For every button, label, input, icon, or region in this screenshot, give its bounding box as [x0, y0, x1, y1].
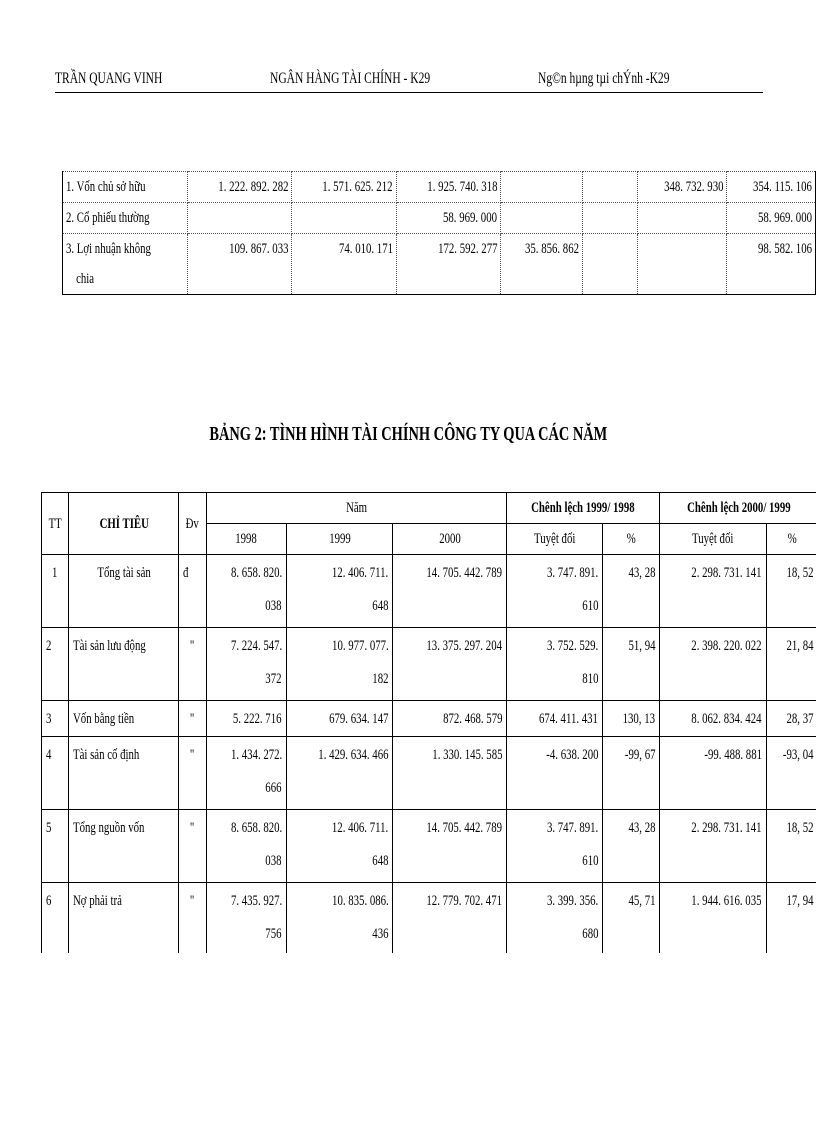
header-row — [42, 493, 816, 524]
table-row — [42, 628, 816, 701]
col-1999: 1999 — [286, 524, 393, 555]
col-chitieu: CHỈ TIÊU — [69, 493, 179, 555]
cell — [292, 203, 397, 234]
col-dv: Đv — [179, 493, 206, 555]
cell — [637, 203, 727, 234]
table-row — [42, 701, 816, 737]
table2-title: BẢNG 2: TÌNH HÌNH TÀI CHÍNH CÔNG TY QUA CÁC NĂM — [209, 423, 607, 445]
cell-1999: 12. 406. 711. 648 — [286, 810, 393, 883]
cell-p1: 43, 28 — [603, 555, 660, 628]
cell-name: Tổng nguồn vốn — [69, 810, 179, 883]
cell-1998: 7. 435. 927. 756 — [206, 883, 286, 954]
cell-td2: 2. 298. 731. 141 — [660, 555, 767, 628]
cell: 348. 732. 930 — [637, 172, 727, 203]
table-row — [42, 883, 816, 954]
cell-dv: " — [179, 810, 206, 883]
row-label: 1. Vốn chủ sở hữu — [63, 172, 188, 203]
cell-td2: 2. 298. 731. 141 — [660, 810, 767, 883]
cell — [583, 234, 637, 295]
cell: 1. 571. 625. 212 — [292, 172, 397, 203]
cell-p2: 18, 52 — [766, 555, 816, 628]
cell: 35. 856. 862 — [501, 234, 583, 295]
cell-tt: 3 — [42, 701, 69, 737]
cell: 98. 582. 106 — [727, 234, 816, 295]
cell — [187, 203, 292, 234]
table-row — [63, 172, 816, 203]
cell-2000: 1. 330. 145. 585 — [393, 737, 507, 810]
cell-td1: 3. 747. 891. 610 — [507, 555, 603, 628]
cell-p2: 21, 84 — [766, 628, 816, 701]
cell-td1: -4. 638. 200 — [507, 737, 603, 810]
cell-tt: 2 — [42, 628, 69, 701]
cell-td2: 1. 944. 616. 035 — [660, 883, 767, 954]
col-tt: TT — [42, 493, 69, 555]
financial-table — [41, 492, 816, 953]
cell-p2: -93, 04 — [766, 737, 816, 810]
cell-tt: 1 — [42, 555, 69, 628]
cell-td2: 8. 062. 834. 424 — [660, 701, 767, 737]
cell: 58. 969. 000 — [396, 203, 501, 234]
header-course-garbled: Ng©n hµng tµi chÝnh -K29 — [538, 70, 670, 87]
cell: 109. 867. 033 — [187, 234, 292, 295]
equity-table — [62, 171, 816, 295]
cell-name: Nợ phải trả — [69, 883, 179, 954]
row-label: 3. Lợi nhuận không chia — [63, 234, 188, 295]
header-author: TRẦN QUANG VINH — [55, 70, 163, 87]
cell-p2: 18, 52 — [766, 810, 816, 883]
cell: 354. 115. 106 — [727, 172, 816, 203]
cell-1998: 8. 658. 820. 038 — [206, 810, 286, 883]
row-label: 2. Cổ phiếu thường — [63, 203, 188, 234]
cell: 1. 222. 892. 282 — [187, 172, 292, 203]
cell-1999: 12. 406. 711. 648 — [286, 555, 393, 628]
cell-dv: " — [179, 628, 206, 701]
cell-td1: 3. 752. 529. 810 — [507, 628, 603, 701]
cell-dv: " — [179, 737, 206, 810]
col-cl2: Chênh lệch 2000/ 1999 — [660, 493, 816, 524]
header-course: NGÂN HÀNG TÀI CHÍNH - K29 — [270, 70, 431, 87]
cell-name: Tài sản cố định — [69, 737, 179, 810]
cell-p1: 45, 71 — [603, 883, 660, 954]
cell-1999: 679. 634. 147 — [286, 701, 393, 737]
cell: 74. 010. 171 — [292, 234, 397, 295]
cell-1998: 8. 658. 820. 038 — [206, 555, 286, 628]
cell-p1: -99, 67 — [603, 737, 660, 810]
cell-2000: 13. 375. 297. 204 — [393, 628, 507, 701]
cell — [501, 172, 583, 203]
col-tuyetdoi-1: Tuyệt đối — [507, 524, 603, 555]
cell-p1: 130, 13 — [603, 701, 660, 737]
cell-name: Tổng tài sản — [69, 555, 179, 628]
cell-1998: 5. 222. 716 — [206, 701, 286, 737]
cell-name: Tài sản lưu động — [69, 628, 179, 701]
cell-1999: 10. 835. 086. 436 — [286, 883, 393, 954]
cell-1999: 1. 429. 634. 466 — [286, 737, 393, 810]
cell — [583, 172, 637, 203]
cell-2000: 14. 705. 442. 789 — [393, 810, 507, 883]
cell-td2: 2. 398. 220. 022 — [660, 628, 767, 701]
cell: 58. 969. 000 — [727, 203, 816, 234]
col-cl1: Chênh lệch 1999/ 1998 — [507, 493, 660, 524]
table-row — [63, 234, 816, 295]
col-pct-2: % — [766, 524, 816, 555]
col-pct-1: % — [603, 524, 660, 555]
cell-tt: 5 — [42, 810, 69, 883]
cell: 1. 925. 740. 318 — [396, 172, 501, 203]
cell-td1: 3. 747. 891. 610 — [507, 810, 603, 883]
cell-td2: -99. 488. 881 — [660, 737, 767, 810]
cell-p1: 51, 94 — [603, 628, 660, 701]
cell — [501, 203, 583, 234]
cell-dv: " — [179, 701, 206, 737]
cell-1998: 1. 434. 272. 666 — [206, 737, 286, 810]
cell-p2: 17, 94 — [766, 883, 816, 954]
header-rule — [55, 92, 763, 93]
cell-td1: 674. 411. 431 — [507, 701, 603, 737]
cell-tt: 6 — [42, 883, 69, 954]
cell-dv: " — [179, 883, 206, 954]
cell-2000: 12. 779. 702. 471 — [393, 883, 507, 954]
cell: 172. 592. 277 — [396, 234, 501, 295]
col-1998: 1998 — [206, 524, 286, 555]
cell-name: Vốn bằng tiền — [69, 701, 179, 737]
col-nam: Năm — [206, 493, 507, 524]
cell-1998: 7. 224. 547. 372 — [206, 628, 286, 701]
cell-p2: 28, 37 — [766, 701, 816, 737]
cell-tt: 4 — [42, 737, 69, 810]
col-tuyetdoi-2: Tuyệt đối — [660, 524, 767, 555]
cell-2000: 14. 705. 442. 789 — [393, 555, 507, 628]
cell — [583, 203, 637, 234]
table-row — [42, 737, 816, 810]
table-row — [42, 810, 816, 883]
table-row — [63, 203, 816, 234]
cell-1999: 10. 977. 077. 182 — [286, 628, 393, 701]
col-2000: 2000 — [393, 524, 507, 555]
cell-dv: đ — [179, 555, 206, 628]
cell-2000: 872. 468. 579 — [393, 701, 507, 737]
cell — [637, 234, 727, 295]
cell-p1: 43, 28 — [603, 810, 660, 883]
table-row — [42, 555, 816, 628]
cell-td1: 3. 399. 356. 680 — [507, 883, 603, 954]
